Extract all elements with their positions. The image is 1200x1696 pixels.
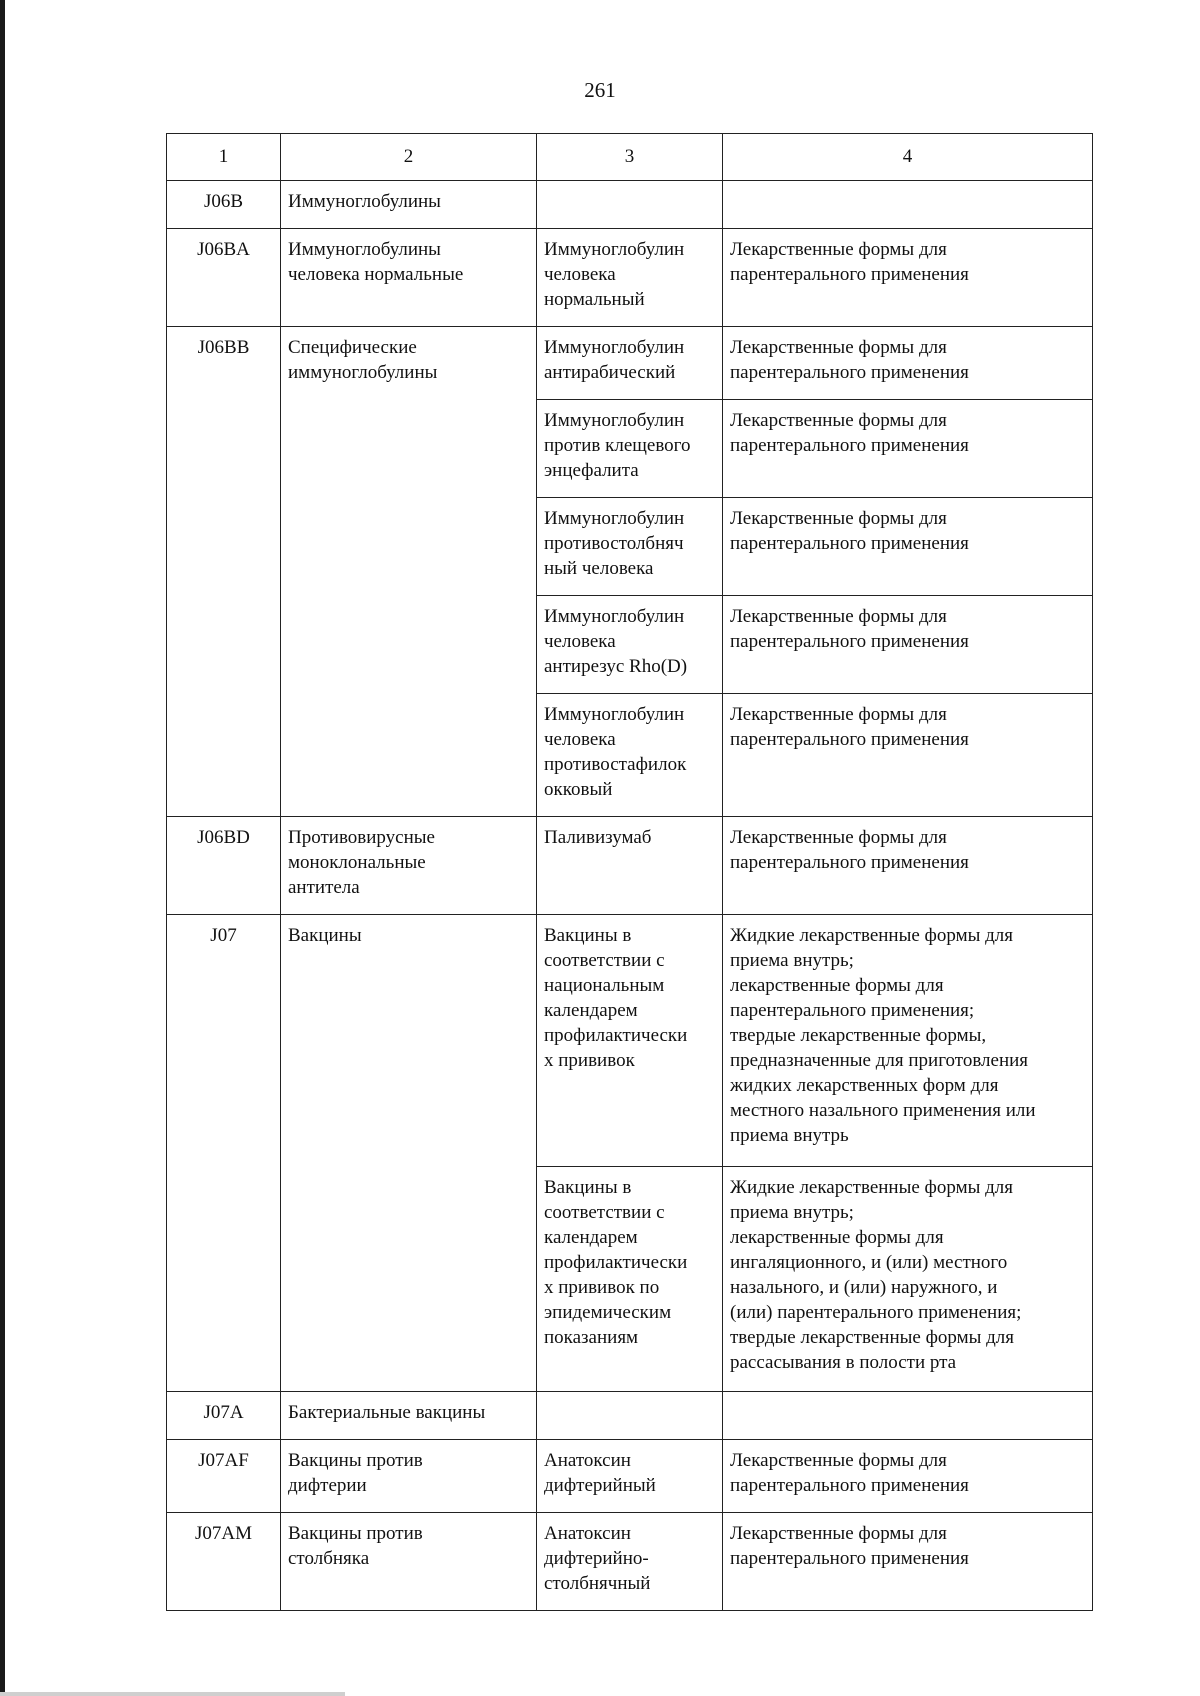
page-number: 261 xyxy=(584,78,616,102)
atc-code: J07AF xyxy=(167,1440,281,1513)
dosage-form xyxy=(723,181,1093,229)
drug-name: Анатоксин дифтерийно- столбнячный xyxy=(537,1513,723,1611)
dosage-form xyxy=(723,1392,1093,1440)
dosage-form: Лекарственные формы для парентерального применения xyxy=(723,498,1093,596)
dosage-form: Лекарственные формы для парентерального применения xyxy=(723,596,1093,694)
atc-group: Бактериальные вакцины xyxy=(281,1392,537,1440)
drug-name: Паливизумаб xyxy=(537,817,723,915)
atc-group: Вакцины xyxy=(281,915,537,1392)
table-row xyxy=(167,1392,1093,1440)
atc-group: Иммуноглобулины человека нормальные xyxy=(281,229,537,327)
drug-name: Анатоксин дифтерийный xyxy=(537,1440,723,1513)
header-col-4: 4 xyxy=(723,134,1093,181)
drug-name: Иммуноглобулин антирабический xyxy=(537,327,723,400)
dosage-form: Лекарственные формы для парентерального применения xyxy=(723,817,1093,915)
table-row xyxy=(167,1440,1093,1513)
header-col-3: 3 xyxy=(537,134,723,181)
atc-group: Иммуноглобулины xyxy=(281,181,537,229)
drug-name xyxy=(537,181,723,229)
atc-code: J06BB xyxy=(167,327,281,817)
atc-group: Противовирусные моноклональные антитела xyxy=(281,817,537,915)
dosage-form: Жидкие лекарственные формы для приема внутрь; лекарственные формы для парентерального применения; твердые лекарственные формы, предназначенные для приготовления жидких лекарственных форм для местного назального применения или приема внутрь xyxy=(723,915,1093,1167)
atc-code: J07 xyxy=(167,915,281,1392)
atc-code: J07A xyxy=(167,1392,281,1440)
table-row xyxy=(167,229,1093,327)
drug-name: Иммуноглобулин человека противостафилок окковый xyxy=(537,694,723,817)
atc-group: Вакцины против дифтерии xyxy=(281,1440,537,1513)
table-row xyxy=(167,181,1093,229)
atc-group: Вакцины против столбняка xyxy=(281,1513,537,1611)
atc-code: J07AM xyxy=(167,1513,281,1611)
atc-code: J06BD xyxy=(167,817,281,915)
atc-code: J06BA xyxy=(167,229,281,327)
drug-name: Иммуноглобулин человека нормальный xyxy=(537,229,723,327)
table-row xyxy=(167,1513,1093,1611)
dosage-form: Жидкие лекарственные формы для приема внутрь; лекарственные формы для ингаляционного, и (или) местного назального, и (или) наружного, и (или) парентерального применения; твердые лекарственные формы для рассасывания в полости рта xyxy=(723,1167,1093,1392)
table-row xyxy=(167,817,1093,915)
dosage-form: Лекарственные формы для парентерального применения xyxy=(723,229,1093,327)
header-col-2: 2 xyxy=(281,134,537,181)
drug-name: Иммуноглобулин человека антирезус Rho(D) xyxy=(537,596,723,694)
drug-name: Иммуноглобулин противостолбняч ный человека xyxy=(537,498,723,596)
drug-name: Вакцины в соответствии с календарем профилактически х прививок по эпидемическим показаниям xyxy=(537,1167,723,1392)
drug-name: Вакцины в соответствии с национальным календарем профилактически х прививок xyxy=(537,915,723,1167)
scan-left-edge xyxy=(0,0,5,1696)
dosage-form: Лекарственные формы для парентерального применения xyxy=(723,327,1093,400)
drug-name xyxy=(537,1392,723,1440)
dosage-form: Лекарственные формы для парентерального применения xyxy=(723,1440,1093,1513)
atc-group: Специфические иммуноглобулины xyxy=(281,327,537,817)
scan-bottom-edge xyxy=(0,1692,345,1696)
table-row xyxy=(167,327,1093,400)
dosage-form: Лекарственные формы для парентерального применения xyxy=(723,694,1093,817)
drug-table xyxy=(166,133,1093,1611)
dosage-form: Лекарственные формы для парентерального применения xyxy=(723,1513,1093,1611)
dosage-form: Лекарственные формы для парентерального применения xyxy=(723,400,1093,498)
table-header-row xyxy=(167,134,1093,181)
atc-code: J06B xyxy=(167,181,281,229)
drug-name: Иммуноглобулин против клещевого энцефалита xyxy=(537,400,723,498)
header-col-1: 1 xyxy=(167,134,281,181)
table-row xyxy=(167,915,1093,1167)
